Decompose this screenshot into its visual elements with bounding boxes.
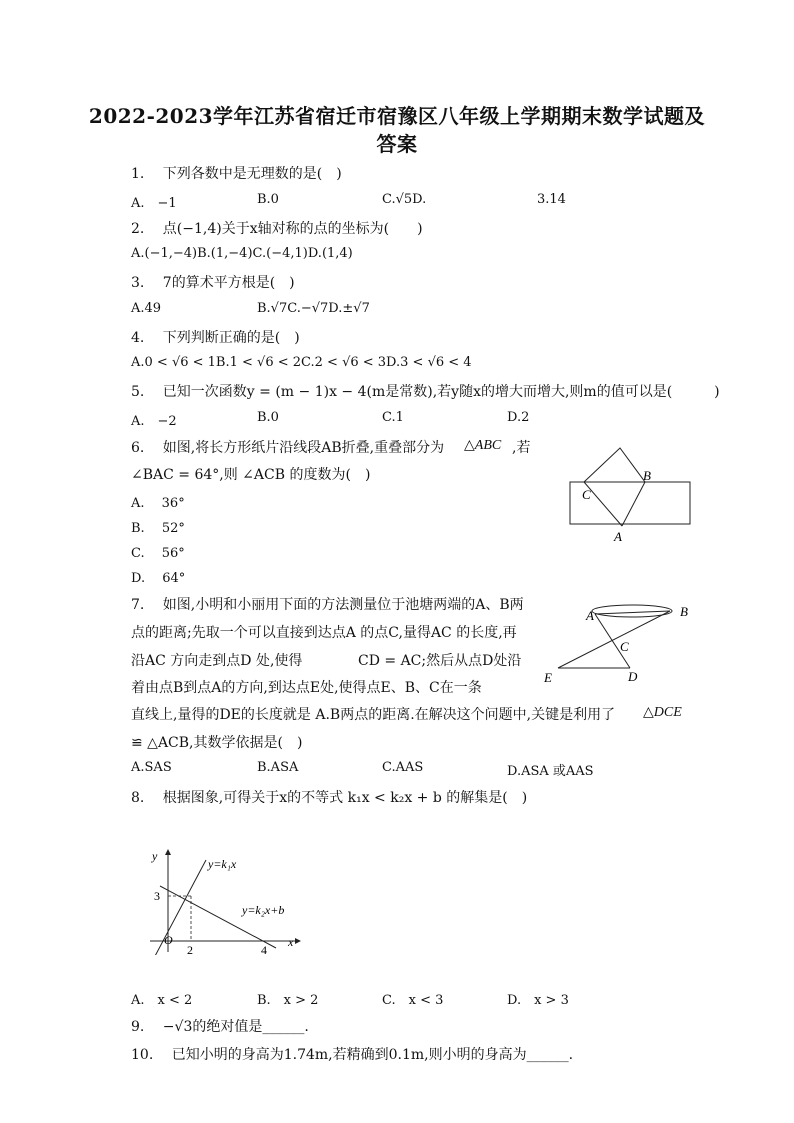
q8-tick-3: 3	[154, 889, 160, 903]
question-2-stem: 2. 点(−1,4)关于x轴对称的点的坐标为( )	[131, 221, 423, 237]
q5-option-d: D.2	[507, 410, 530, 425]
q6-option-c: C. 56°	[131, 546, 185, 561]
q8-y-axis-label: y	[152, 849, 158, 863]
q8-option-d: D. x > 3	[507, 993, 569, 1008]
q6-folded-rectangle-figure	[560, 440, 700, 550]
question-7-line2: 点的距离;先取一个可以直接到达点A 的点C,量得AC 的长度,再	[131, 625, 517, 641]
q8-option-c: C. x < 3	[382, 993, 444, 1008]
question-7-stem: 7. 如图,小明和小丽用下面的方法测量位于池塘两端的A、B两	[131, 597, 524, 613]
question-4-stem: 4. 下列判断正确的是( )	[131, 330, 300, 346]
q7-option-c: C.AAS	[382, 760, 424, 775]
q8-function-graph	[140, 840, 310, 955]
q5-option-b: B.0	[257, 410, 279, 425]
q3-options-bcd: B.√7C.−√7D.±√7	[257, 301, 370, 316]
question-7-line3: 沿AC 方向走到点D 处,使得	[131, 653, 303, 669]
q7-label-d: D	[628, 669, 638, 684]
q5-option-a: A. −2	[131, 414, 177, 429]
question-3-stem: 3. 7的算术平方根是( )	[131, 275, 295, 291]
q8-tick-2: 2	[187, 943, 193, 955]
q7-triangle-dce: △DCE	[643, 705, 682, 720]
q8-option-b: B. x > 2	[257, 993, 319, 1008]
page-title: 2022-2023学年江苏省宿迁市宿豫区八年级上学期期末数学试题及	[88, 104, 706, 128]
q5-option-c: C.1	[382, 410, 404, 425]
page-title-cont: 答案	[376, 132, 418, 156]
q6-label-c: C	[582, 487, 591, 502]
q7-label-b: B	[680, 604, 688, 619]
q7-option-b: B.ASA	[257, 760, 299, 775]
q1-option-b: B.0	[257, 192, 279, 207]
q7-pond-figure	[540, 596, 700, 688]
question-7-line5: 直线上,量得的DE的长度就是 A.B两点的距离.在解决这个问题中,关键是利用了	[131, 707, 616, 723]
question-5-stem: 5. 已知一次函数y = (m − 1)x − 4(m是常数),若y随x的增大而增大,则m的值可以是( )	[131, 384, 720, 400]
q6-label-a: A	[614, 529, 622, 544]
question-6-stem: 6. 如图,将长方形纸片沿线段AB折叠,重叠部分为	[131, 440, 445, 456]
q7-label-a: A	[586, 608, 594, 623]
q8-option-a: A. x < 2	[131, 993, 193, 1008]
q8-tick-4: 4	[261, 943, 267, 955]
q7-option-a: A.SAS	[131, 760, 172, 775]
question-7-line6: ≌ △ACB,其数学依据是( )	[131, 735, 303, 751]
q6-label-b: B	[643, 468, 651, 483]
question-10-stem: 10. 已知小明的身高为1.74m,若精确到0.1m,则小明的身高为______.	[131, 1047, 574, 1063]
question-1-stem: 1. 下列各数中是无理数的是( )	[131, 166, 342, 182]
q7-option-d: D.ASA 或AAS	[507, 764, 594, 779]
q8-origin-label: O	[164, 933, 173, 947]
q8-line1-label: y=k₁x	[208, 857, 237, 871]
q1-option-a: A. −1	[131, 196, 177, 211]
q8-x-axis-label: x	[288, 935, 294, 949]
question-7-line4: 着由点B到点A的方向,到达点E处,使得点E、B、C在一条	[131, 680, 482, 696]
q6-option-b: B. 52°	[131, 521, 185, 536]
question-6-stem-line2: ∠BAC = 64°,则 ∠ACB 的度数为( )	[131, 467, 371, 483]
q7-label-e: E	[544, 670, 552, 685]
q6-option-d: D. 64°	[131, 571, 186, 586]
q3-option-a: A.49	[131, 301, 162, 316]
question-8-stem: 8. 根据图象,可得关于x的不等式 k₁x < k₂x + b 的解集是( )	[131, 790, 528, 806]
q7-label-c: C	[620, 639, 629, 654]
q6-option-a: A. 36°	[131, 496, 185, 511]
question-9-stem: 9. −√3的绝对值是______.	[131, 1019, 309, 1035]
q6-stem-cont: ,若	[512, 440, 531, 456]
q8-line2-label: y=k₂x+b	[242, 903, 285, 917]
q4-options: A.0 < √6 < 1B.1 < √6 < 2C.2 < √6 < 3D.3 < √6 < 4	[131, 355, 472, 370]
q1-option-d: 3.14	[537, 192, 566, 207]
q6-triangle-abc: △ABC	[464, 438, 502, 453]
question-7-line3b: CD = AC;然后从点D处沿	[358, 653, 522, 669]
q1-option-c: C.√5D.	[382, 192, 427, 207]
q2-options: A.(−1,−4)B.(1,−4)C.(−4,1)D.(1,4)	[131, 246, 353, 261]
